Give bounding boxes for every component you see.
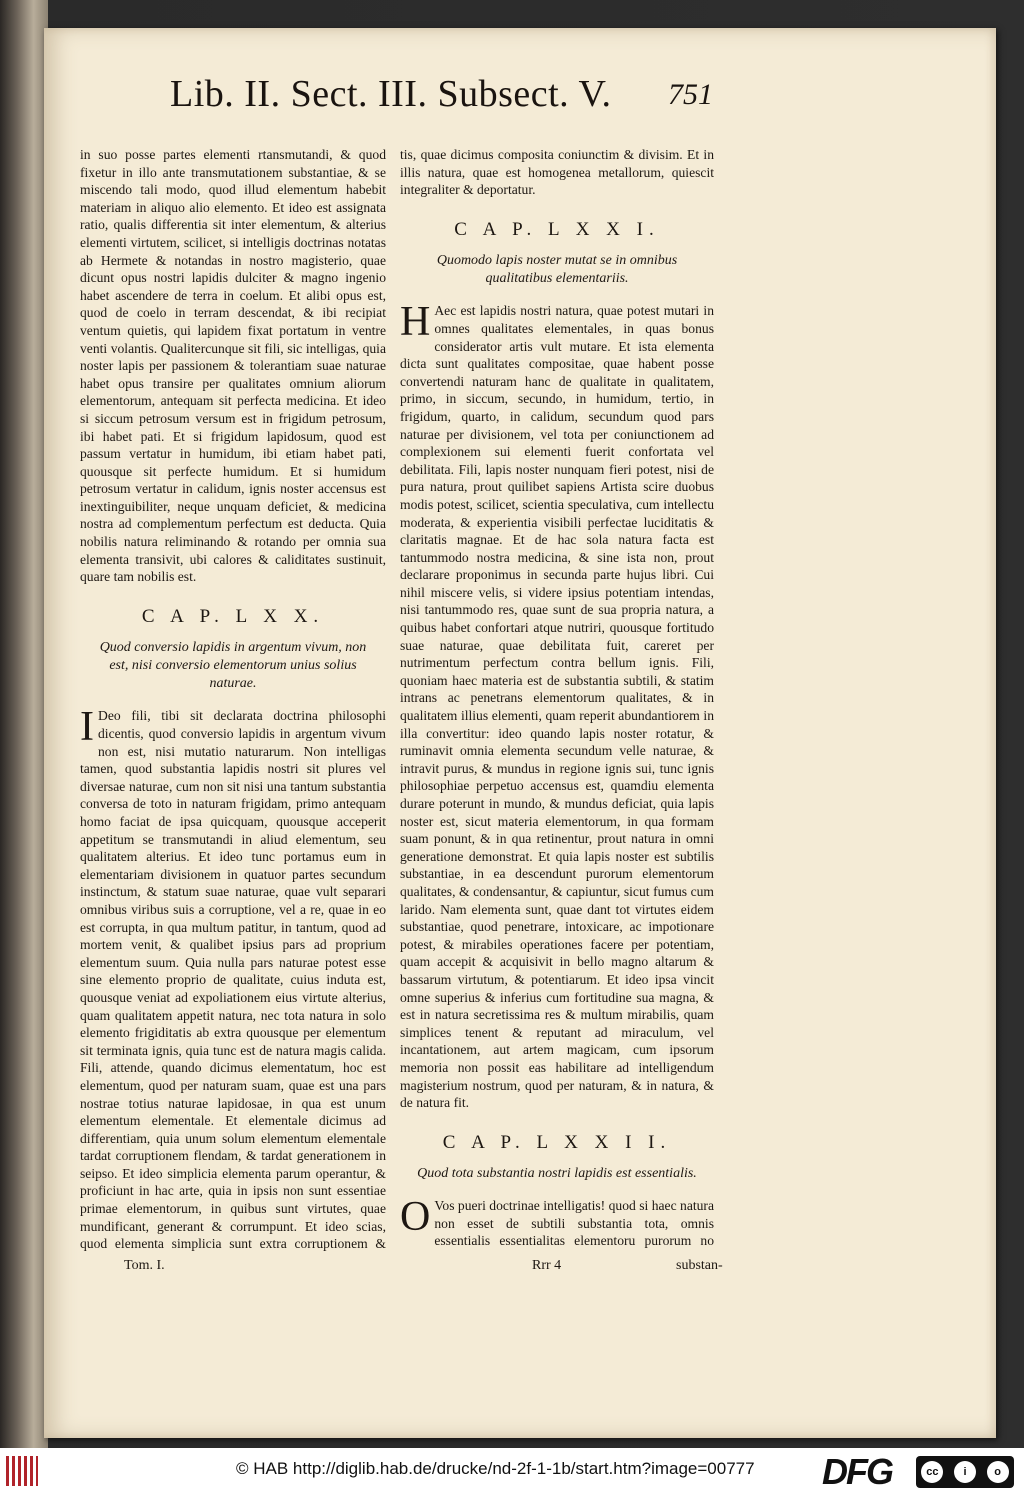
drop-cap: H	[400, 299, 431, 346]
chapter-subtitle-lxxi: Quomodo lapis noster mutat se in omnibus qualitatibus elementariis.	[436, 253, 678, 287]
by-icon: i	[954, 1461, 976, 1483]
facing-page-edge	[0, 0, 48, 1448]
chapter-heading-lxx: C A P. L X X.	[141, 605, 325, 627]
folio-number: 751	[668, 78, 713, 111]
right-paragraph-2	[400, 299, 714, 1111]
chapter-subtitle-lxxii: Quod tota substantia nostri lapidis est essentialis.	[417, 1166, 697, 1182]
drop-cap: I	[80, 704, 94, 751]
running-title: Lib. II. Sect. III. Subsect. V.	[170, 73, 612, 115]
right-paragraph-3	[400, 1194, 714, 1252]
sa-icon: o	[987, 1461, 1009, 1483]
hab-logo-icon	[6, 1456, 38, 1486]
chapter-subtitle-lxx: Quod conversio lapidis in argentum vivum, non est, nisi conversio elementorum unius solius naturae.	[99, 640, 367, 692]
drop-cap: O	[400, 1194, 431, 1241]
left-paragraph-2	[80, 704, 386, 1252]
signature-mark: Rrr 4	[532, 1258, 562, 1273]
right-paragraph-1: tis, quae dicimus composita coniunctim & divisim. Et in illis natura, quae est homogenea metallorum, quiescit integraliter & deportatur.	[400, 147, 714, 198]
dfg-logo: DFG	[822, 1451, 892, 1492]
copyright-link[interactable]: © HAB http://diglib.hab.de/drucke/nd-2f-1-1b/start.htm?image=00777	[236, 1459, 755, 1478]
cc-license-badge[interactable]	[916, 1456, 1014, 1488]
left-paragraph-2-text: Deo fili, tibi sit declarata doctrina philosophi dicentis, quod conversio lapidis in argentum vivum non est, nisi mutatio naturarum. Non intelligas tamen, quod substantia lapidis nostri sit plures vel diversae naturae, cum non sit nisi una tantum substantia conversa de toto in naturam frigidam, primo antequam homo faciat de ipsa quicquam, quousque acceperit appetitum se transmutandi in aliud elementum, seu qualitatem alterius. Et ideo tunc portamus eum in elementariam divisionem in quatuor partes secundum instinctum, & statum suae naturae, quae vult separari omnibus viribus suis a corruptione, vel a re, quae in eo est corrupta, in qua multum patitur, in tantum, quod ad mortem venit, & qualibet ipsius pars ad proprium elementum suum. Quia nulla pars naturae potest esse sine elemento proprio de qualitate, cuius induta est, quousque veniat ad expoliationem eius virtute alterius, quam qualitatem appetit natura, nec tota natura in solo elemento frigiditatis ab extra quousque per elementum sit terminata ignis, quia tunc est de natura magis calida. Fili, attende, quando dicimus elementatum, hoc est elementum, quod per naturam suam, quae est una pars nostrae totius naturae lapidosae, in qua est unum elementum elementale. Et elementale dicimus ad differentiam, quia unum solum elementum elementale tardat corruptionem flendam, & tardat generationem in seipso. Et ideo simplicia elementa parum operantur, & proficiunt in hac arte, quia in ipsis non sunt essentiae primae elementorum, in quibus sunt virtutes, quae mundificant, generant & corrumpunt. Et ideo scias, quod elementa simplicia sunt extra corruptionem &	[80, 708, 386, 1252]
volume-mark: Tom. I.	[124, 1258, 165, 1273]
right-text-column	[400, 146, 714, 1252]
catchword: substan-	[676, 1258, 723, 1273]
chapter-heading-lxxi: C A P. L X X I.	[454, 218, 660, 240]
right-paragraph-3-text: Vos pueri doctrinae intelligatis! quod si haec natura non esset de subtili substantia tota, omnis essentialis essentialitas elementoru purorum no	[434, 1198, 714, 1249]
cc-icon: cc	[921, 1461, 943, 1483]
chapter-heading-lxxii: C A P. L X X I I.	[442, 1131, 672, 1153]
left-text-column	[80, 146, 386, 1252]
right-paragraph-2-text: Aec est lapidis nostri natura, quae potest mutari in omnes qualitates elementales, in quas bonus considerator artis vult mutare. Et ista elementa dicta sunt qualitates compositae, quae habent posse convertendi naturam hanc de qualitate in qualitatem, primo, in siccum, secundo, in humidum, tertio, in frigidum, quarto, in calidum, secundum quod pars naturae per divisionem, vel tota per coniunctionem ad complexionem sui elementi fuerit confortata vel debilitata. Fili, lapis noster nunquam fieri potest, nisi de pura natura, prout quilibet sapiens Artista scire duobus modis potest, scilicet, scientia speculativa, cum intellectu moderata, & experientia visibili perfectae luciditatis & claritatis magnae. Et de hac sola natura facta est tantummodo nostra medicina, & sine ista non, prout declarare proponimus in secunda parte hujus libri. Cui nihil miscere velis, si videre ipsius potentiam intendas, nisi tantummodo res, quae sunt de sua propria natura, a quibus habet confortari atque nutriri, quousque fortitudo suae naturae, quae debilitata fuit, careret per nutrimentum perfectum contra bellum ignis. Fili, quoniam haec materia est de substantia subtili, & statim intrans ac penetrans elementorum qualitates, & in qualitatem illius elementi, quam reperit abundantiorem in illa convertitur: ideo quando lapis noster rotatur, & ruminavit omnia elementa secundum velle naturae, & intravit purus, & mundus in regione ignis sui, tunc ignis philosophiae perpetuo accensus est, quamdiu elementa durare poterunt in mundo, & mundus deficiat, quia lapis noster est, sicut materia elementorum, in qua formam suam ponunt, & in qua retinentur, prout natura in omni generatione demonstrat. Et quia lapis noster est subtilis substantiae, in ea descendunt purorum elementorum qualitates, & condensantur, & capiuntur, sicut fumus cum larido. Nam elementa sunt, quae dant tot virtutes eidem substantiae, quod penetrare, intoxicare, ac impotionare potest, & mirabiles operationes facere per potentiam, quam accepit & acquisivit in bello magno altarum & bassarum virtutum, & potentiarum. Et ideo ipsa vincit omne superius & inferius cum fortitudine sua magna, & est in natura secretissima res & multum mirabilis, quam simplices tenent & reputant ad miraculum, vel incantationem, aut artem magicam, cum ipsorum memoria non possit eas habilitare ad intelligendum magisterium nostrum, quod per naturam, & in natura, & de natura fit.	[400, 303, 714, 1111]
left-paragraph-1: in suo posse partes elementi rtansmutandi, & quod fixetur in illo ante transmutationem substantiae, & se miscendo tali modo, quod illud elementum habebit materiam in aliquo alio elemento. Et ideo est assignata ratio, qualis differentia sit inter elementum, & alterius elementi virtutem, scilicet, si intelligis doctrinas notatas ab Hermete & notandas in nostro magisterio, quae dicunt opus nostri lapidis dulciter & magno ingenio habet ascendere de terra in coelum. Et alibi opus est, quod de coelo in terram descendat, & ibi recipiat ventum quietis, qui lapidem fixat portatum in ventre venti volantis. Qualitercunque sit fili, sic intelligas, quia noster lapis per passionem & tolerantiam suae naturae habet opus transire per qualitates omnium aliorum elementorum, antequam sit perfecta medicina. Et ideo si siccum petrosum versum est in frigidum petrosum, ibi habet pati. Et si frigidum lapidosum, quod est passum vertatur in humidum, ibi etiam habet pati, quousque sit perfecte humidum. Et si humidum petrosum vertatur in calidum, ignis noster accensus est inextinguibiliter, neque unquam deficiet, & medicina nostra ad complementum perfectum est deducta. Quia nobilis natura reliminando & rotando per omnia sua elementa transivit, ubi calores & caliditates sustinuit, quare tam nobilis est.	[80, 147, 386, 585]
